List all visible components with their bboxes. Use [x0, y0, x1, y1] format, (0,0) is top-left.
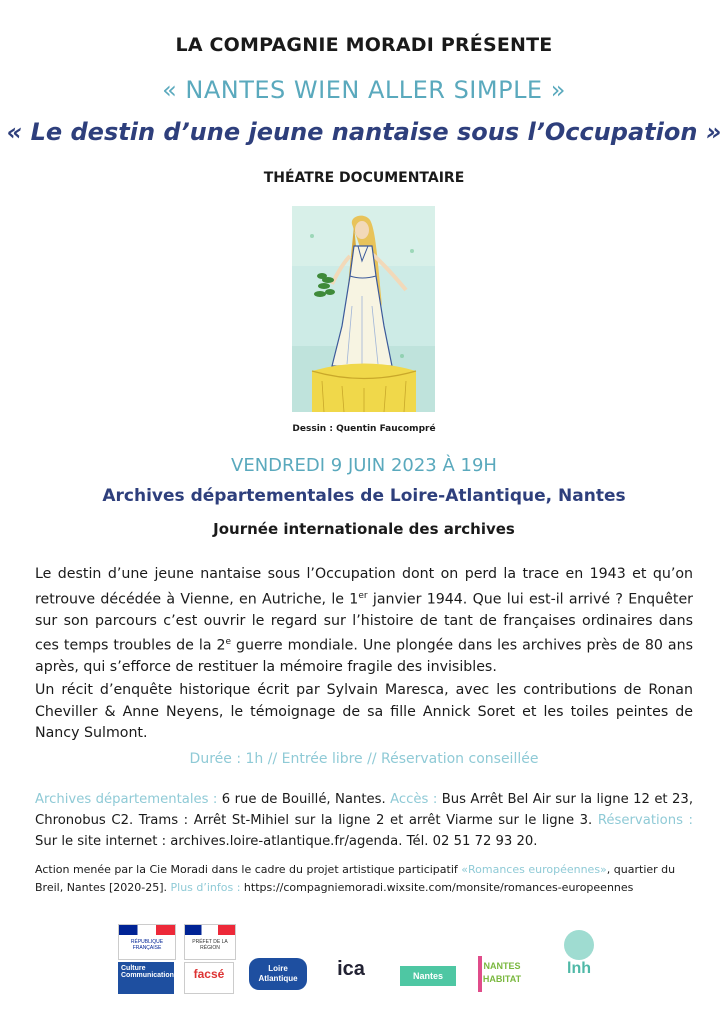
republique-logo	[118, 924, 176, 960]
address-text: 6 rue de Bouillé, Nantes.	[217, 792, 391, 807]
project-name: «Romances européennes»	[461, 863, 607, 876]
event-occasion: Journée internationale des archives	[213, 520, 515, 538]
republique-logo-text: RÉPUBLIQUE FRANÇAISE	[130, 939, 164, 951]
illustration-credit: Dessin : Quentin Faucompré	[292, 424, 436, 434]
event-date: VENDREDI 9 JUIN 2023 À 19H	[231, 455, 497, 476]
show-title: « NANTES WIEN ALLER SIMPLE »	[162, 76, 566, 104]
more-info-label: Plus d’infos :	[170, 881, 241, 894]
partner-logos	[0, 920, 728, 1000]
ica-logo: ica	[337, 958, 365, 980]
nantes-logo: Nantes	[400, 966, 456, 986]
action-text: , quartier du Breil, Nantes [2020-25].	[35, 863, 676, 894]
presenter-line: LA COMPAGNIE MORADI PRÉSENTE	[175, 34, 553, 56]
action-text: Action menée par la Cie Moradi dans le cadre du projet artistique participatif	[35, 863, 462, 876]
duration-line: Durée : 1h // Entrée libre // Réservation conseillée	[189, 751, 539, 767]
lnh-logo-mark	[564, 930, 594, 960]
poster-illustration	[292, 206, 435, 412]
lnh-logo-text: lnh	[567, 960, 591, 977]
practical-info	[35, 789, 693, 852]
description-paragraph-2: Un récit d’enquête historique écrit par Sylvain Maresca, avec les contributions de Ronan Cheviller & Anne Neyens, le témoignage de sa fille Annick Soret et les toiles peintes de Nancy Sulmont.	[35, 682, 693, 741]
description-text: guerre mondiale. Une plongée dans les archives près de 80 ans après, qui s’efforce de restituer la mémoire fragile des invisibles.	[35, 637, 693, 676]
show-subtitle: « Le destin d’une jeune nantaise sous l’Occupation »	[6, 118, 722, 146]
prefet-logo	[184, 924, 236, 960]
prefet-logo-text: PRÉFET DE LA RÉGION	[192, 939, 228, 951]
action-note	[35, 861, 697, 897]
nantes-habitat-logo: NANTES HABITAT	[478, 956, 522, 992]
more-info-url[interactable]: https://compagniemoradi.wixsite.com/monsite/romances-europeennes	[240, 881, 634, 894]
archives-label: Archives départementales :	[35, 792, 218, 807]
event-venue: Archives départementales de Loire-Atlantique, Nantes	[102, 486, 626, 506]
show-genre: THÉATRE DOCUMENTAIRE	[263, 170, 465, 186]
acse-logo: facsé	[184, 962, 234, 994]
reservations-label: Réservations :	[597, 813, 693, 828]
culture-logo: Culture Communication	[118, 962, 174, 994]
reservations-text: Sur le site internet : archives.loire-atlantique.fr/agenda. Tél. 02 51 72 93 20.	[35, 834, 538, 849]
access-text: Bus Arrêt Bel Air sur la ligne 12 et 23, Chronobus C2. Trams : Arrêt St-Mihiel sur la ligne 2 et arrêt Viarme sur le ligne 3.	[35, 792, 694, 828]
superscript: er	[358, 590, 368, 601]
loire-atlantique-logo: Loire Atlantique	[249, 958, 307, 990]
description-text: janvier 1944. Que lui est-il arrivé ? Enquêter sur son parcours c’est ouvrir le regard sur l’histoire de tant de françaises ordinaires dans ces temps troubles de la 2	[35, 591, 694, 654]
description-text: Le destin d’une jeune nantaise sous l’Occupation dont on perd la trace en 1943 et qu’on retrouve décédée à Vienne, en Autriche, le 1	[35, 566, 693, 608]
access-label: Accès :	[390, 792, 438, 807]
description-paragraph-1	[35, 564, 693, 679]
lnh-logo	[560, 930, 598, 992]
superscript: e	[225, 637, 232, 648]
